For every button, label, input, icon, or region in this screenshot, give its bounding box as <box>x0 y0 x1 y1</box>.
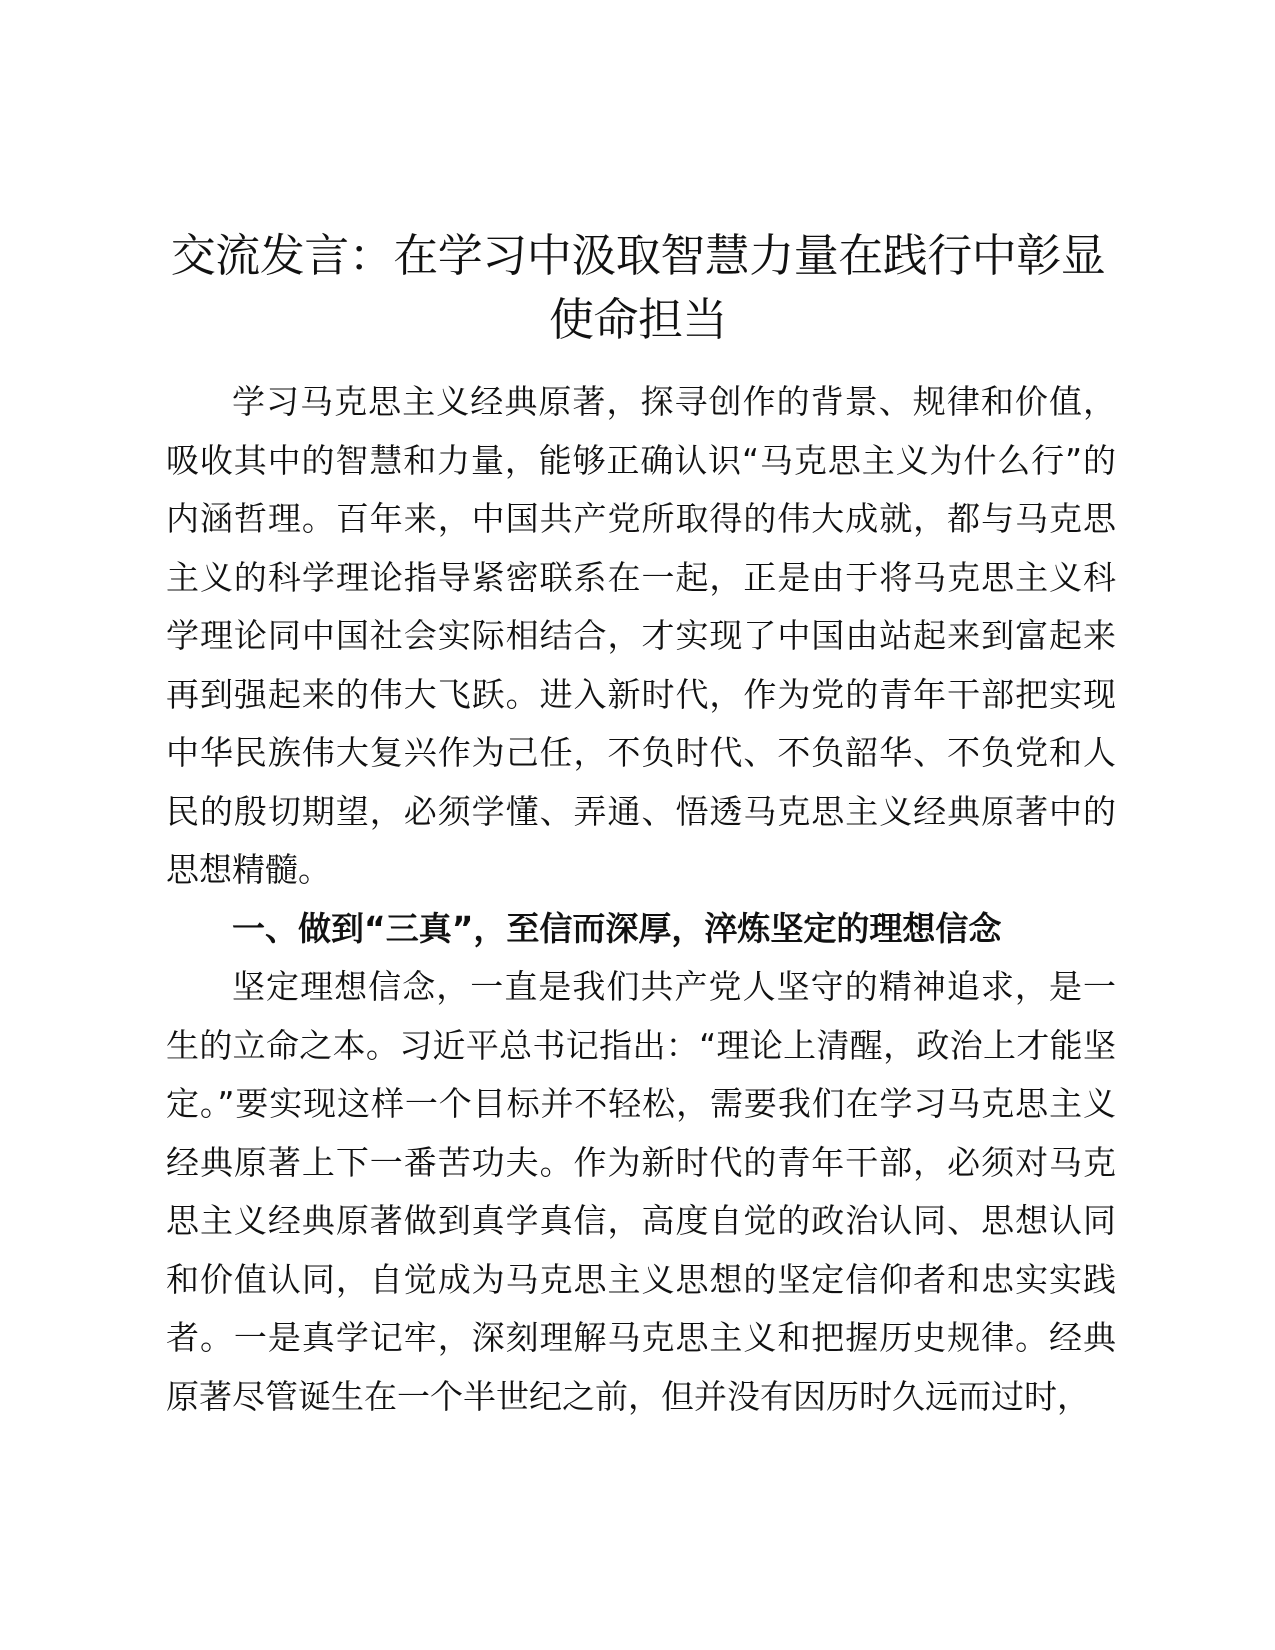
section-paragraph: 坚定理想信念，一直是我们共产党人坚守的精神追求，是一生的立命之本。习近平总书记指出：“理论上清醒，政治上才能坚定。”要实现这样一个目标并不轻松，需要我们在学习马克思主义经典原著上下一番苦功夫。作为新时代的青年干部，必须对马克思主义经典原著做到真学真信，高度自觉的政治认同、思想认同和价值认同，自觉成为马克思主义思想的坚定信仰者和忠实实践者。一是真学记牢，深刻理解马克思主义和把握历史规律。经典原著尽管诞生在一个半世纪之前，但并没有因历时久远而过时， <box>166 967 1116 1416</box>
section-heading: 一、做到“三真”，至信而深厚，淬炼坚定的理想信念 <box>232 908 1002 948</box>
document-title: 交流发言：在学习中汲取智慧力量在践行中彰显使命担当 <box>170 229 1106 346</box>
intro-paragraph: 学习马克思主义经典原著，探寻创作的背景、规律和价值，吸收其中的智慧和力量，能够正确认识“马克思主义为什么行”的内涵哲理。百年来，中国共产党所取得的伟大成就，都与马克思主义的科学理论指导紧密联系在一起，正是由于将马克思主义科学理论同中国社会实际相结合，才实现了中国由站起来到富起来再到强起来的伟大飞跃。进入新时代，作为党的青年干部把实现中华民族伟大复兴作为己任，不负时代、不负韶华、不负党和人民的殷切期望，必须学懂、弄通、悟透马克思主义经典原著中的思想精髓。 <box>166 382 1116 889</box>
document-body <box>166 373 1116 1426</box>
